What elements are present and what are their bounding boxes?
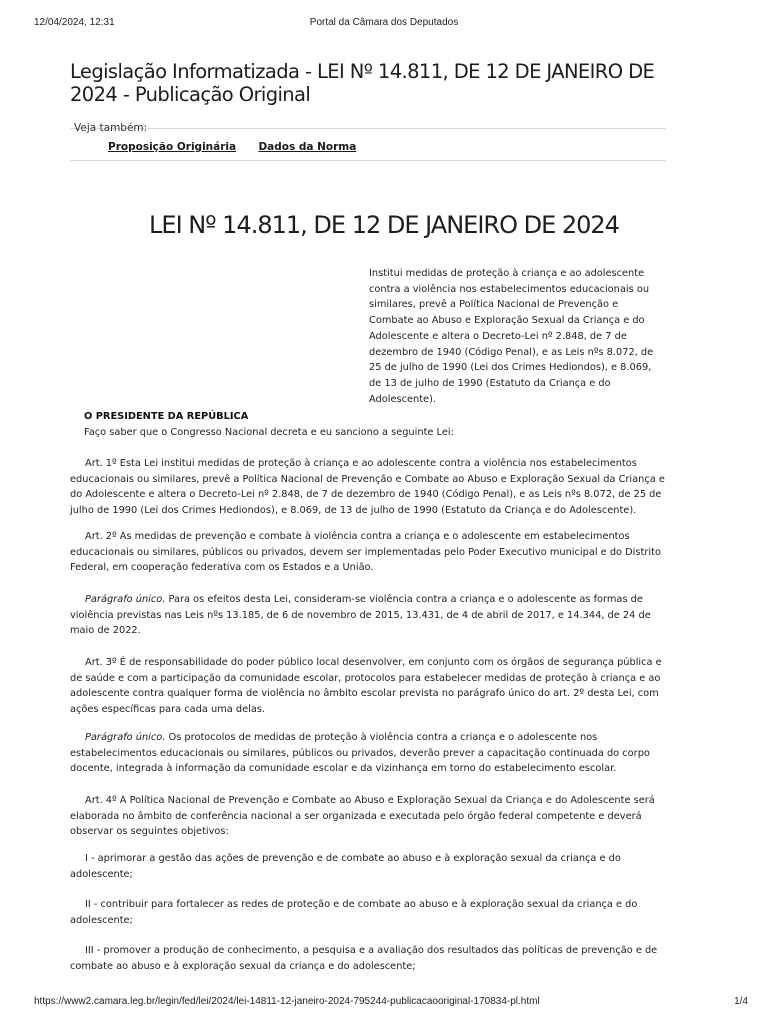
article-4: Art. 4º A Política Nacional de Prevenção e Combate ao Abuso e Exploração Sexual da Criança e do Adolescente será elaborada no âmbito de conferência nacional a ser organizada e executada pelo órgão federal competente e deverá observar os seguintes objetivos: xyxy=(70,795,655,838)
print-datetime: 12/04/2024, 12:31 xyxy=(34,17,115,28)
paragraph-label: Parágrafo único. xyxy=(85,594,166,605)
print-url: https://www2.camara.leg.br/legin/fed/lei/2024/lei-14811-12-janeiro-2024-795244-publicacaooriginal-170834-pl.html xyxy=(34,996,540,1007)
related-links xyxy=(108,141,375,153)
paragraph-text: Para os efeitos desta Lei, consideram-se violência contra a criança e o adolescente as formas de violência previstas nas Leis nºs 13.185, de 6 de novembro de 2015, 13.431, de 4 de abril de 2017, e 14.344, de 24 de maio de 2022. xyxy=(70,594,651,637)
article-2: Art. 2º As medidas de prevenção e combate à violência contra a criança e o adolescente em estabelecimentos educacionais ou similares, públicos ou privados, devem ser implementadas pelo Poder Executivo municipal e do Distrito Federal, em cooperação federativa com os Estados e a União. xyxy=(70,531,661,574)
article-1: Art. 1º Esta Lei institui medidas de proteção à criança e ao adolescente contra a violência nos estabelecimentos educacionais ou similares, prevê a Política Nacional de Prevenção e Combate ao Abuso e Exploração Sexual da Criança e do Adolescente e altera o Decreto-Lei nº 2.848, de 7 de dezembro de 1940 (Código Penal), e as Leis nºs 8.072, de 25 de julho de 1990 (Lei dos Crimes Hediondos), e 8.069, de 13 de julho de 1990 (Estatuto da Criança e do Adolescente). xyxy=(70,458,665,517)
article-3: Art. 3º É de responsabilidade do poder público local desenvolver, em conjunto com os órgãos de segurança pública e de saúde e com a participação da comunidade escolar, protocolos para estabelecer medidas de proteção à criança e ao adolescente contra qualquer forma de violência no âmbito escolar prevista no parágrafo único do art. 2º desta Lei, com ações específicas para cada uma delas. xyxy=(70,657,662,716)
divider-bottom xyxy=(70,160,666,161)
president-heading: O PRESIDENTE DA REPÚBLICA xyxy=(84,411,249,422)
article-4-item-ii: II - contribuir para fortalecer as redes de proteção e de combate ao abuso e à exploração sexual da criança e do adolescente; xyxy=(70,899,638,926)
decree-intro: Faço saber que o Congresso Nacional decreta e eu sanciono a seguinte Lei: xyxy=(84,426,454,438)
print-footer xyxy=(0,996,768,1010)
ementa: Institui medidas de proteção à criança e ao adolescente contra a violência nos estabelecimentos educacionais ou similares, prevê a Política Nacional de Prevenção e Combate ao Abuso e Exploração Sexual da Criança e do Adolescente e altera o Decreto-Lei nº 2.848, de 7 de dezembro de 1940 (Código Penal), e as Leis nºs 8.072, de 25 de julho de 1990 (Lei dos Crimes Hediondos), e 8.069, de 13 de julho de 1990 (Estatuto da Criança e do Adolescente). xyxy=(369,268,654,405)
divider-top xyxy=(70,128,666,129)
article-3-paragraph xyxy=(70,730,668,777)
paragraph-label: Parágrafo único. xyxy=(85,732,166,743)
article-2-paragraph xyxy=(70,592,668,639)
see-also-label: Veja também: xyxy=(74,122,148,134)
print-header xyxy=(0,17,768,31)
enactment-block xyxy=(84,409,668,440)
page-number: 1/4 xyxy=(734,996,748,1007)
page-title: Legislação Informatizada - LEI Nº 14.811, DE 12 DE JANEIRO DE 2024 - Publicação Original xyxy=(70,60,655,106)
link-proposicao-originaria[interactable]: Proposição Originária xyxy=(108,141,237,153)
link-dados-da-norma[interactable]: Dados da Norma xyxy=(258,141,357,153)
article-4-item-i: I - aprimorar a gestão das ações de prevenção e de combate ao abuso e à exploração sexual da criança e do adolescente; xyxy=(70,853,621,880)
print-site-title: Portal da Câmara dos Deputados xyxy=(309,17,459,28)
law-heading: LEI Nº 14.811, DE 12 DE JANEIRO DE 2024 xyxy=(149,211,619,239)
paragraph-text: Os protocolos de medidas de proteção à violência contra a criança e o adolescente nos estabelecimentos educacionais ou similares, públicos ou privados, deverão prever a capacitação continuada do corpo docente, integrada à informação da comunidade escolar e da vizinhança em torno do estabelecimento escolar. xyxy=(70,732,650,775)
article-4-item-iii: III - promover a produção de conhecimento, a pesquisa e a avaliação dos resultados das políticas de prevenção e de combate ao abuso e à exploração sexual da criança e do adolescente; xyxy=(70,945,658,972)
